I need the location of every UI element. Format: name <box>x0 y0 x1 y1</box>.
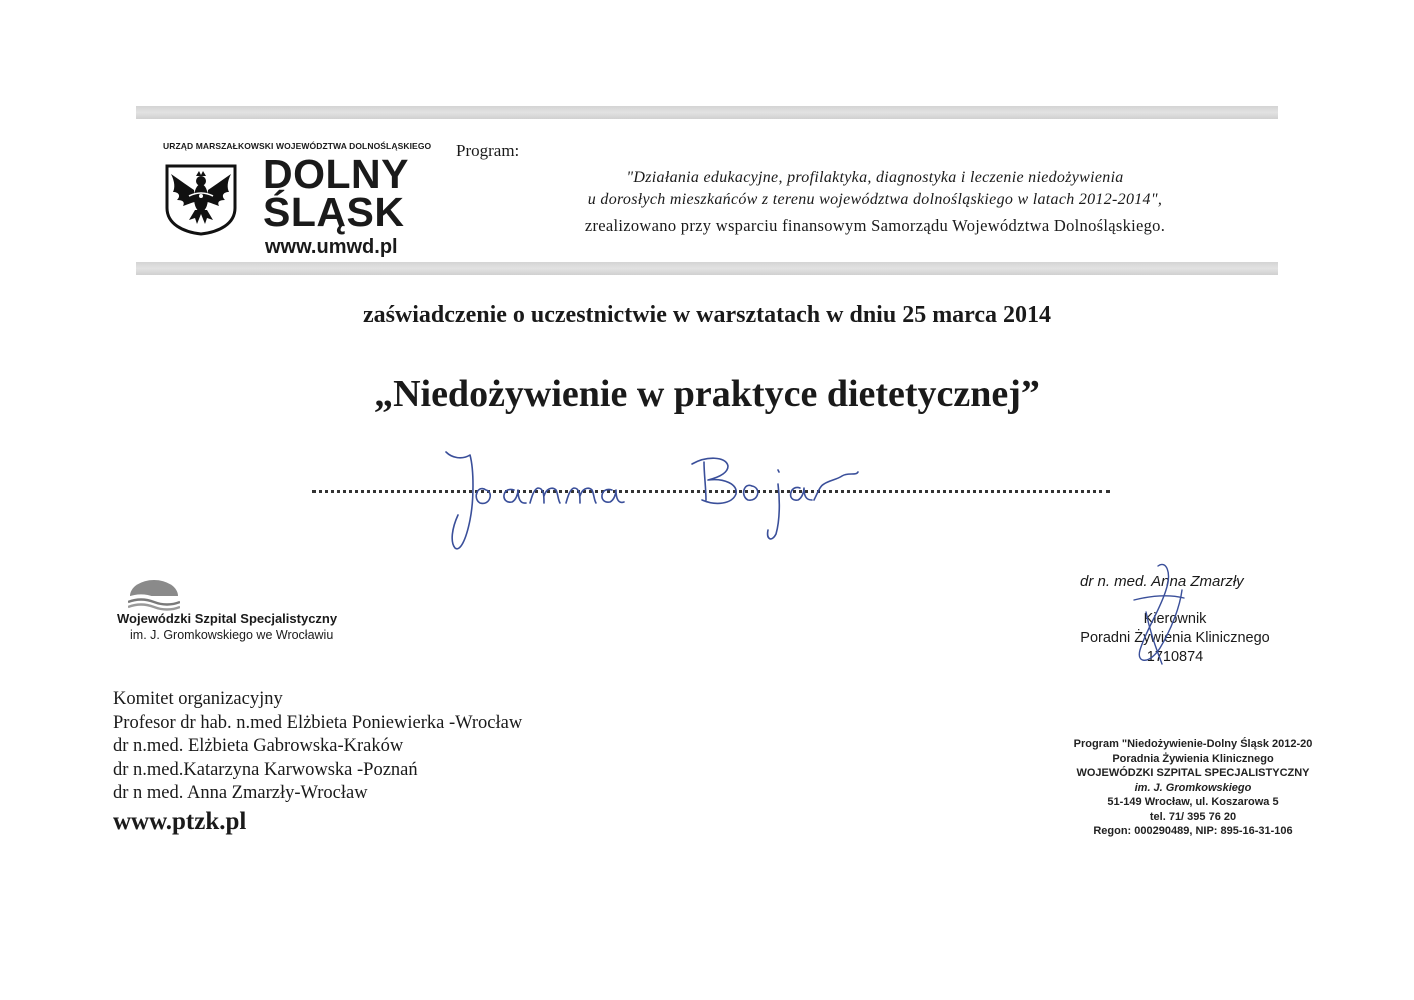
committee-heading: Komitet organizacyjny <box>113 689 283 709</box>
brand-line-2: ŚLĄSK <box>263 189 405 235</box>
committee-member: dr n.med.Katarzyna Karwowska -Poznań <box>113 759 418 780</box>
hospital-logo-icon <box>128 578 180 612</box>
hospital-name: Wojewódzki Szpital Specjalistyczny <box>117 611 338 626</box>
stamp-line: Regon: 000290489, NIP: 895-16-31-106 <box>1093 825 1293 837</box>
signatory-id: 1710874 <box>1146 649 1204 665</box>
committee <box>113 688 522 806</box>
committee-member: Profesor dr hab. n.med Elżbieta Poniewierka -Wrocław <box>113 712 523 733</box>
program-support: zrealizowano przy wsparciu finansowym Samorządu Województwa Dolnośląskiego. <box>584 216 1166 235</box>
program-title <box>480 167 1270 211</box>
committee-member: dr n med. Anna Zmarzły-Wrocław <box>113 783 368 803</box>
program-title-line-2: u dorosłych mieszkańców z terenu województwa dolnośląskiego w latach 2012-2014", <box>587 191 1163 208</box>
signatory-name: dr n. med. Anna Zmarzły <box>1080 573 1244 590</box>
signatory-clinic: Poradni Żywienia Klinicznego <box>1080 630 1270 646</box>
stamp-line: Program "Niedożywienie-Dolny Śląsk 2012-20 <box>1073 738 1313 750</box>
hospital-subtitle: im. J. Gromkowskiego we Wrocławiu <box>130 628 334 642</box>
eagle-crest-icon <box>163 162 239 236</box>
program-label: Program: <box>456 141 520 160</box>
program-stamp <box>1048 737 1338 839</box>
signatory-role: Kierownik <box>1143 611 1207 627</box>
participation-line: zaświadczenie o uczestnictwie w warsztatach w dniu 25 marca 2014 <box>362 302 1052 328</box>
stamp-line: 51-149 Wrocław, ul. Koszarowa 5 <box>1107 796 1279 808</box>
handwritten-participant-name <box>446 452 858 549</box>
brand-url: www.umwd.pl <box>265 236 398 258</box>
header-bottom-band <box>136 262 1278 275</box>
brand-line-1: DOLNY <box>263 151 409 197</box>
brand-name <box>263 151 409 235</box>
header-top-band <box>136 106 1278 119</box>
signatory-stamp <box>1060 610 1290 667</box>
stamp-line: Poradnia Żywienia Klinicznego <box>1112 752 1274 765</box>
stamp-line: tel. 71/ 395 76 20 <box>1149 810 1237 823</box>
office-name: URZĄD MARSZAŁKOWSKI WOJEWÓDZTWA DOLNOŚLĄSKIEGO <box>163 141 432 151</box>
stamp-line: WOJEWÓDZKI SZPITAL SPECJALISTYCZNY <box>1076 767 1310 779</box>
program-title-line-1: "Działania edukacyjne, profilaktyka, diagnostyka i leczenie niedożywienia <box>626 169 1124 186</box>
workshop-title: „Niedożywienie w praktyce dietetycznej” <box>374 373 1040 415</box>
committee-member: dr n.med. Elżbieta Gabrowska-Kraków <box>113 736 404 756</box>
name-dotted-line <box>312 490 1110 493</box>
committee-website: www.ptzk.pl <box>113 808 247 835</box>
stamp-line: im. J. Gromkowskiego <box>1134 781 1252 794</box>
